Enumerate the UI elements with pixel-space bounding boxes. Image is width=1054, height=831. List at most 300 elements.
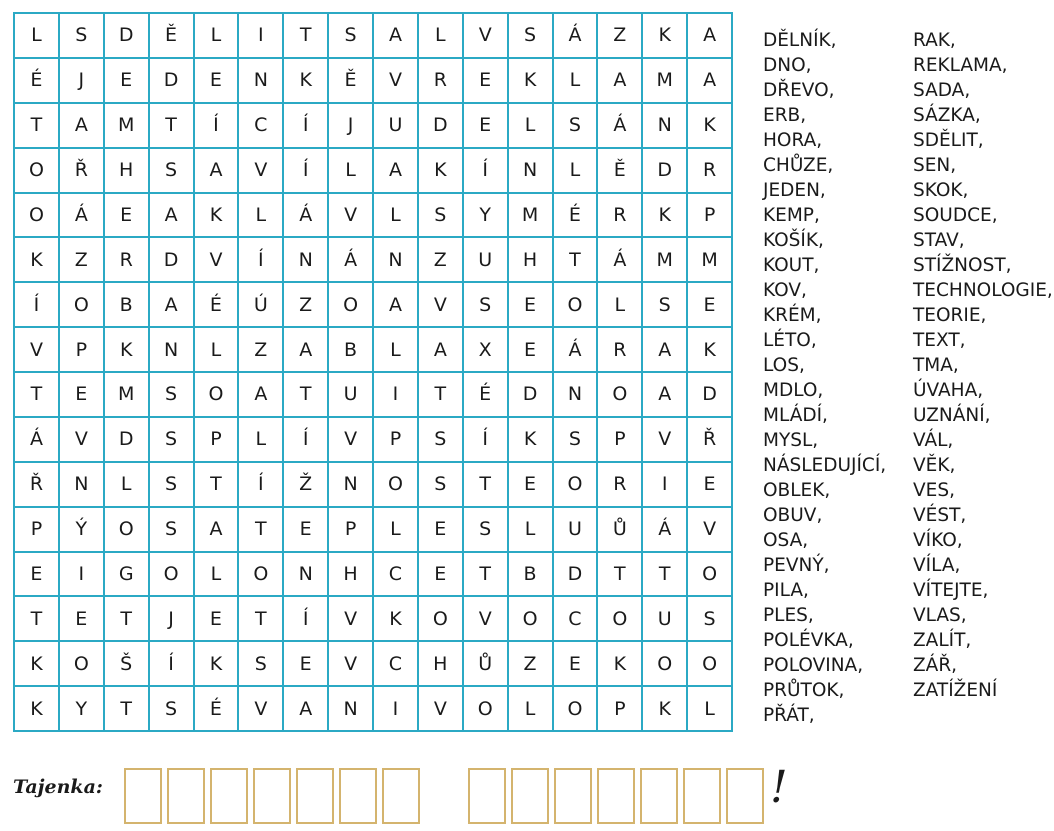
grid-cell[interactable]: U — [464, 238, 509, 283]
grid-cell[interactable]: O — [239, 553, 284, 598]
grid-cell[interactable]: T — [239, 597, 284, 642]
grid-cell[interactable]: K — [15, 238, 60, 283]
grid-cell[interactable]: A — [643, 328, 688, 373]
grid-cell[interactable]: A — [374, 149, 419, 194]
grid-cell[interactable]: L — [195, 14, 240, 59]
grid-cell[interactable]: Í — [239, 238, 284, 283]
grid-cell[interactable]: O — [554, 687, 599, 732]
grid-cell[interactable]: K — [688, 328, 733, 373]
grid-cell[interactable]: C — [374, 553, 419, 598]
grid-cell[interactable]: E — [419, 508, 464, 553]
grid-cell[interactable]: É — [554, 194, 599, 239]
grid-cell[interactable]: B — [329, 328, 374, 373]
grid-cell[interactable]: K — [643, 194, 688, 239]
grid-cell[interactable]: E — [105, 194, 150, 239]
grid-cell[interactable]: O — [554, 463, 599, 508]
grid-cell[interactable]: A — [150, 283, 195, 328]
grid-cell[interactable]: U — [643, 597, 688, 642]
grid-cell[interactable]: L — [374, 328, 419, 373]
grid-cell[interactable]: K — [284, 59, 329, 104]
grid-cell[interactable]: S — [419, 418, 464, 463]
grid-cell[interactable]: A — [284, 328, 329, 373]
grid-cell[interactable]: J — [329, 104, 374, 149]
word-list-item: KOV, — [763, 280, 807, 301]
grid-cell[interactable]: L — [239, 418, 284, 463]
grid-cell[interactable]: L — [15, 14, 60, 59]
tajenka-letter-box[interactable] — [468, 768, 506, 824]
grid-cell[interactable]: Í — [464, 418, 509, 463]
grid-cell[interactable]: U — [374, 104, 419, 149]
grid-cell[interactable]: T — [464, 463, 509, 508]
grid-cell[interactable]: S — [150, 418, 195, 463]
grid-cell[interactable]: O — [105, 508, 150, 553]
word-list-item: DNO, — [763, 55, 812, 76]
grid-cell[interactable]: S — [509, 14, 554, 59]
grid-cell[interactable]: K — [15, 687, 60, 732]
grid-cell[interactable]: T — [15, 104, 60, 149]
grid-cell[interactable]: D — [688, 373, 733, 418]
grid-cell[interactable]: T — [105, 597, 150, 642]
grid-cell[interactable]: L — [195, 553, 240, 598]
grid-cell[interactable]: T — [643, 553, 688, 598]
grid-cell[interactable]: K — [598, 642, 643, 687]
grid-cell[interactable]: V — [239, 687, 284, 732]
grid-cell[interactable]: V — [464, 597, 509, 642]
grid-cell[interactable]: É — [464, 373, 509, 418]
grid-cell[interactable]: N — [643, 104, 688, 149]
grid-cell[interactable]: N — [509, 149, 554, 194]
grid-cell[interactable]: O — [329, 283, 374, 328]
word-list-item: PLES, — [763, 605, 814, 626]
grid-cell[interactable]: L — [195, 328, 240, 373]
grid-cell[interactable]: E — [509, 463, 554, 508]
grid-cell[interactable]: M — [688, 238, 733, 283]
grid-cell[interactable]: D — [509, 373, 554, 418]
grid-cell[interactable]: V — [329, 194, 374, 239]
word-list-item: DĚLNÍK, — [763, 30, 837, 51]
grid-cell[interactable]: E — [554, 642, 599, 687]
grid-cell[interactable]: N — [329, 687, 374, 732]
grid-cell[interactable]: S — [419, 194, 464, 239]
grid-cell[interactable]: E — [195, 597, 240, 642]
grid-cell[interactable]: Ě — [150, 14, 195, 59]
tajenka-letter-box[interactable] — [511, 768, 549, 824]
word-list-item: PILA, — [763, 580, 809, 601]
grid-cell[interactable]: V — [419, 283, 464, 328]
grid-cell[interactable]: É — [195, 283, 240, 328]
grid-cell[interactable]: P — [195, 418, 240, 463]
grid-cell[interactable]: R — [419, 59, 464, 104]
word-list-item: ZÁŘ, — [913, 655, 958, 676]
grid-cell[interactable]: E — [60, 373, 105, 418]
grid-cell[interactable]: E — [60, 597, 105, 642]
grid-cell[interactable]: A — [374, 14, 419, 59]
grid-cell[interactable]: A — [150, 194, 195, 239]
word-list-item: VÍLA, — [913, 555, 961, 576]
word-list-item: KEMP, — [763, 205, 820, 226]
grid-cell[interactable]: E — [509, 283, 554, 328]
grid-cell[interactable]: X — [464, 328, 509, 373]
grid-cell[interactable]: S — [60, 14, 105, 59]
grid-cell[interactable]: Í — [284, 597, 329, 642]
tajenka-letter-box[interactable] — [554, 768, 592, 824]
word-list-item: PRŮTOK, — [763, 680, 845, 701]
grid-cell[interactable]: Y — [60, 687, 105, 732]
grid-cell[interactable]: S — [329, 14, 374, 59]
grid-cell[interactable]: Á — [15, 418, 60, 463]
grid-cell[interactable]: T — [598, 553, 643, 598]
grid-cell[interactable]: E — [195, 59, 240, 104]
grid-cell[interactable]: A — [284, 687, 329, 732]
grid-cell[interactable]: P — [688, 194, 733, 239]
grid-cell[interactable]: L — [374, 508, 419, 553]
word-list-item: MYSL, — [763, 430, 819, 451]
grid-cell[interactable]: I — [60, 553, 105, 598]
grid-cell[interactable]: V — [419, 687, 464, 732]
grid-cell[interactable]: O — [195, 373, 240, 418]
grid-cell[interactable]: S — [554, 104, 599, 149]
grid-cell[interactable]: S — [688, 597, 733, 642]
word-list-item: LÉTO, — [763, 330, 817, 351]
grid-cell[interactable]: S — [150, 463, 195, 508]
grid-cell[interactable]: Í — [284, 149, 329, 194]
grid-cell[interactable]: B — [509, 553, 554, 598]
grid-cell[interactable]: O — [598, 597, 643, 642]
word-list-item: UZNÁNÍ, — [913, 405, 991, 426]
grid-cell[interactable]: L — [554, 149, 599, 194]
grid-cell[interactable]: R — [598, 194, 643, 239]
grid-cell[interactable]: K — [195, 194, 240, 239]
grid-cell[interactable]: L — [554, 59, 599, 104]
grid-cell[interactable]: P — [374, 418, 419, 463]
grid-cell[interactable]: Ú — [239, 283, 284, 328]
grid-cell[interactable]: K — [643, 14, 688, 59]
grid-cell[interactable]: Ř — [60, 149, 105, 194]
grid-cell[interactable]: Ě — [329, 59, 374, 104]
grid-cell[interactable]: N — [60, 463, 105, 508]
grid-cell[interactable]: C — [239, 104, 284, 149]
grid-cell[interactable]: E — [105, 59, 150, 104]
grid-cell[interactable]: V — [15, 328, 60, 373]
grid-cell[interactable]: Í — [284, 418, 329, 463]
grid-cell[interactable]: I — [374, 687, 419, 732]
word-list-item: VÁL, — [913, 430, 954, 451]
grid-cell[interactable]: N — [150, 328, 195, 373]
tajenka-letter-box[interactable] — [683, 768, 721, 824]
grid-cell[interactable]: A — [195, 149, 240, 194]
grid-cell[interactable]: É — [195, 687, 240, 732]
grid-cell[interactable]: Í — [195, 104, 240, 149]
grid-cell[interactable]: T — [419, 373, 464, 418]
grid-cell[interactable]: Í — [239, 463, 284, 508]
grid-cell[interactable]: N — [374, 238, 419, 283]
grid-cell[interactable]: L — [598, 283, 643, 328]
tajenka-letter-box[interactable] — [124, 768, 162, 824]
grid-cell[interactable]: K — [195, 642, 240, 687]
grid-cell[interactable]: Y — [464, 194, 509, 239]
grid-cell[interactable]: Í — [284, 104, 329, 149]
grid-cell[interactable]: S — [150, 149, 195, 194]
grid-cell[interactable]: K — [419, 149, 464, 194]
grid-cell[interactable]: S — [643, 283, 688, 328]
grid-cell[interactable]: E — [284, 508, 329, 553]
grid-cell[interactable]: Z — [284, 283, 329, 328]
grid-cell[interactable]: T — [284, 14, 329, 59]
grid-cell[interactable]: V — [643, 418, 688, 463]
grid-cell[interactable]: Í — [464, 149, 509, 194]
tajenka-letter-box[interactable] — [253, 768, 291, 824]
grid-cell[interactable]: V — [329, 418, 374, 463]
grid-cell[interactable]: Ů — [598, 508, 643, 553]
grid-cell[interactable]: V — [329, 597, 374, 642]
grid-cell[interactable]: Z — [509, 642, 554, 687]
grid-cell[interactable]: M — [643, 59, 688, 104]
grid-cell[interactable]: N — [284, 553, 329, 598]
grid-cell[interactable]: Ý — [60, 508, 105, 553]
grid-cell[interactable]: M — [509, 194, 554, 239]
grid-cell[interactable]: V — [195, 238, 240, 283]
grid-cell[interactable]: S — [150, 508, 195, 553]
grid-cell[interactable]: P — [329, 508, 374, 553]
tajenka-letter-box[interactable] — [382, 768, 420, 824]
grid-cell[interactable]: Z — [239, 328, 284, 373]
grid-cell[interactable]: M — [105, 373, 150, 418]
grid-cell[interactable]: H — [329, 553, 374, 598]
grid-cell[interactable]: A — [643, 373, 688, 418]
grid-cell[interactable]: Š — [105, 642, 150, 687]
grid-cell[interactable]: N — [329, 463, 374, 508]
grid-cell[interactable]: T — [195, 463, 240, 508]
grid-cell[interactable]: A — [598, 59, 643, 104]
word-list-item: VÉST, — [913, 505, 967, 526]
grid-cell[interactable]: L — [374, 194, 419, 239]
grid-cell[interactable]: O — [60, 283, 105, 328]
grid-cell[interactable]: K — [688, 104, 733, 149]
word-list-item: SOUDCE, — [913, 205, 998, 226]
grid-cell[interactable]: Á — [554, 14, 599, 59]
grid-cell[interactable]: L — [239, 194, 284, 239]
grid-cell[interactable]: R — [105, 238, 150, 283]
grid-cell[interactable]: N — [554, 373, 599, 418]
grid-cell[interactable]: D — [554, 553, 599, 598]
grid-cell[interactable]: E — [688, 283, 733, 328]
grid-cell[interactable]: O — [688, 553, 733, 598]
tajenka-letter-box[interactable] — [640, 768, 678, 824]
grid-cell[interactable]: C — [374, 642, 419, 687]
word-list-item: TECHNOLOGIE, — [913, 280, 1053, 301]
grid-cell[interactable]: Á — [329, 238, 374, 283]
grid-cell[interactable]: E — [464, 104, 509, 149]
grid-cell[interactable]: O — [598, 373, 643, 418]
grid-cell[interactable]: R — [688, 149, 733, 194]
grid-cell[interactable]: Ř — [15, 463, 60, 508]
grid-cell[interactable]: H — [509, 238, 554, 283]
grid-cell[interactable]: O — [643, 642, 688, 687]
grid-cell[interactable]: K — [374, 597, 419, 642]
grid-cell[interactable]: Á — [643, 508, 688, 553]
grid-cell[interactable]: S — [554, 418, 599, 463]
grid-cell[interactable]: O — [60, 642, 105, 687]
word-list-item: ERB, — [763, 105, 807, 126]
grid-cell[interactable]: E — [419, 553, 464, 598]
word-list-item: RAK, — [913, 30, 956, 51]
grid-cell[interactable]: T — [15, 373, 60, 418]
grid-cell[interactable]: K — [105, 328, 150, 373]
grid-cell[interactable]: D — [419, 104, 464, 149]
tajenka-letter-box[interactable] — [339, 768, 377, 824]
tajenka-letter-box[interactable] — [210, 768, 248, 824]
grid-cell[interactable]: Z — [419, 238, 464, 283]
grid-cell[interactable]: D — [105, 14, 150, 59]
grid-cell[interactable]: O — [419, 597, 464, 642]
grid-cell[interactable]: I — [374, 373, 419, 418]
grid-cell[interactable]: K — [509, 418, 554, 463]
grid-cell[interactable]: T — [239, 508, 284, 553]
grid-cell[interactable]: T — [464, 553, 509, 598]
grid-cell[interactable]: Í — [150, 642, 195, 687]
grid-cell[interactable]: D — [643, 149, 688, 194]
grid-cell[interactable]: A — [195, 508, 240, 553]
grid-cell[interactable]: C — [554, 597, 599, 642]
grid-cell[interactable]: S — [150, 687, 195, 732]
grid-cell[interactable]: A — [239, 373, 284, 418]
grid-cell[interactable]: S — [419, 463, 464, 508]
grid-cell[interactable]: Í — [15, 283, 60, 328]
grid-cell[interactable]: Á — [598, 238, 643, 283]
word-list-item: VÍKO, — [913, 530, 963, 551]
grid-cell[interactable]: A — [374, 283, 419, 328]
grid-cell[interactable]: V — [688, 508, 733, 553]
grid-cell[interactable]: M — [105, 104, 150, 149]
word-list-item: CHŮZE, — [763, 155, 834, 176]
word-list-item: OBUV, — [763, 505, 823, 526]
tajenka-letter-box[interactable] — [726, 768, 764, 824]
grid-cell[interactable]: L — [509, 104, 554, 149]
grid-cell[interactable]: O — [15, 149, 60, 194]
grid-cell[interactable]: I — [239, 14, 284, 59]
grid-cell[interactable]: O — [464, 687, 509, 732]
grid-cell[interactable]: Á — [284, 194, 329, 239]
word-list-item: OBLEK, — [763, 480, 831, 501]
grid-cell[interactable]: L — [509, 687, 554, 732]
tajenka-letter-box[interactable] — [167, 768, 205, 824]
grid-cell[interactable]: A — [688, 14, 733, 59]
grid-cell[interactable]: P — [15, 508, 60, 553]
grid-cell[interactable]: L — [688, 687, 733, 732]
grid-cell[interactable]: P — [598, 687, 643, 732]
grid-cell[interactable]: N — [239, 59, 284, 104]
grid-cell[interactable]: Á — [598, 104, 643, 149]
word-list-item: POLOVINA, — [763, 655, 864, 676]
grid-cell[interactable]: H — [419, 642, 464, 687]
grid-cell[interactable]: É — [15, 59, 60, 104]
grid-cell[interactable]: Ů — [464, 642, 509, 687]
word-list-item: REKLAMA, — [913, 55, 1008, 76]
grid-cell[interactable]: D — [150, 59, 195, 104]
word-list-item: DŘEVO, — [763, 80, 835, 101]
grid-cell[interactable]: Ě — [598, 149, 643, 194]
grid-cell[interactable]: O — [374, 463, 419, 508]
grid-cell[interactable]: T — [150, 104, 195, 149]
grid-cell[interactable]: N — [284, 238, 329, 283]
grid-cell[interactable]: O — [15, 194, 60, 239]
grid-cell[interactable]: E — [509, 328, 554, 373]
grid-cell[interactable]: E — [15, 553, 60, 598]
grid-cell[interactable]: Á — [60, 194, 105, 239]
grid-cell[interactable]: M — [643, 238, 688, 283]
grid-cell[interactable]: H — [105, 149, 150, 194]
grid-cell[interactable]: L — [419, 14, 464, 59]
grid-cell[interactable]: S — [150, 373, 195, 418]
grid-cell[interactable]: P — [60, 328, 105, 373]
grid-cell[interactable]: I — [643, 463, 688, 508]
grid-cell[interactable]: L — [105, 463, 150, 508]
word-list-item: SKOK, — [913, 180, 969, 201]
grid-cell[interactable]: S — [464, 283, 509, 328]
grid-cell[interactable]: V — [374, 59, 419, 104]
word-list-item: SÁZKA, — [913, 105, 981, 126]
grid-cell[interactable]: K — [509, 59, 554, 104]
grid-cell[interactable]: E — [464, 59, 509, 104]
grid-cell[interactable]: T — [15, 597, 60, 642]
grid-cell[interactable]: E — [284, 642, 329, 687]
grid-cell[interactable]: L — [509, 508, 554, 553]
grid-cell[interactable]: L — [329, 149, 374, 194]
grid-cell[interactable]: J — [150, 597, 195, 642]
grid-cell[interactable]: A — [419, 328, 464, 373]
grid-cell[interactable]: R — [598, 463, 643, 508]
grid-cell[interactable]: K — [15, 642, 60, 687]
grid-cell[interactable]: J — [60, 59, 105, 104]
grid-cell[interactable]: K — [643, 687, 688, 732]
grid-cell[interactable]: G — [105, 553, 150, 598]
grid-cell[interactable]: Ř — [688, 418, 733, 463]
grid-cell[interactable]: O — [688, 642, 733, 687]
grid-cell[interactable]: T — [105, 687, 150, 732]
grid-cell[interactable]: V — [239, 149, 284, 194]
grid-cell[interactable]: U — [554, 508, 599, 553]
grid-cell[interactable]: A — [60, 104, 105, 149]
grid-cell[interactable]: Á — [554, 328, 599, 373]
grid-cell[interactable]: D — [150, 238, 195, 283]
grid-cell[interactable]: Ž — [284, 463, 329, 508]
grid-cell[interactable]: V — [329, 642, 374, 687]
grid-cell[interactable]: O — [150, 553, 195, 598]
grid-cell[interactable]: A — [688, 59, 733, 104]
word-list-item: LOS, — [763, 355, 805, 376]
tajenka-letter-box[interactable] — [296, 768, 334, 824]
word-list-item: VÍTEJTE, — [913, 580, 989, 601]
grid-cell[interactable]: T — [284, 373, 329, 418]
word-list-item: PŘÁT, — [763, 705, 815, 726]
grid-cell[interactable]: S — [464, 508, 509, 553]
grid-cell[interactable]: V — [60, 418, 105, 463]
grid-cell[interactable]: U — [329, 373, 374, 418]
grid-cell[interactable]: P — [598, 418, 643, 463]
grid-cell[interactable]: B — [105, 283, 150, 328]
grid-cell[interactable]: S — [239, 642, 284, 687]
grid-cell[interactable]: O — [554, 283, 599, 328]
tajenka-letter-box[interactable] — [597, 768, 635, 824]
grid-cell[interactable]: D — [105, 418, 150, 463]
grid-cell[interactable]: O — [509, 597, 554, 642]
grid-cell[interactable]: T — [554, 238, 599, 283]
grid-cell[interactable]: V — [464, 14, 509, 59]
grid-cell[interactable]: E — [688, 463, 733, 508]
grid-cell[interactable]: Z — [598, 14, 643, 59]
grid-cell[interactable]: R — [598, 328, 643, 373]
grid-cell[interactable]: Z — [60, 238, 105, 283]
